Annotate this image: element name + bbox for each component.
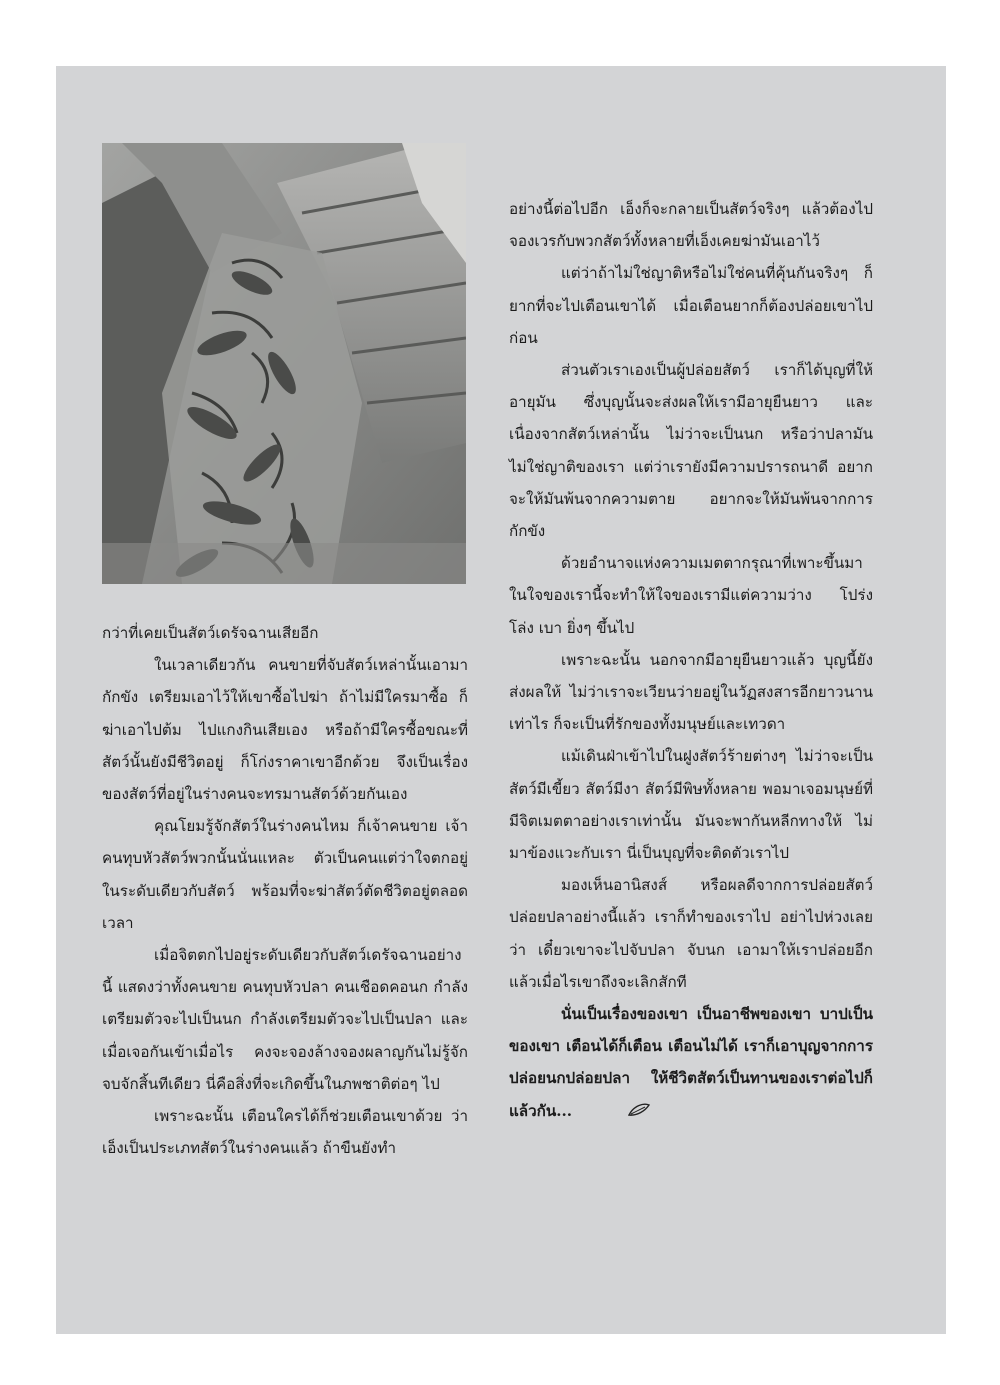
paragraph: ส่วนตัวเราเองเป็นผู้ปล่อยสัตว์ เราก็ได้บุญที่ให้อายุมัน ซึ่งบุญนั้นจะส่งผลให้เรามีอายุยืนยาว และเนื่องจากสัตว์เหล่านั้น ไม่ว่าจะเป็นนก หรือว่าปลามันไม่ใช่ญาติของเรา แต่ว่าเรายังมีความปรารถนาดี อยากจะให้มันพ้นจากความตาย อยากจะให้มันพ้นจากการกักขัง xyxy=(509,361,873,541)
paragraph: ในเวลาเดียวกัน คนขายที่จับสัตว์เหล่านั้นเอามากักขัง เตรียมเอาไว้ให้เขาซื้อไปฆ่า ถ้าไม่มีใครมาซื้อ ก็ฆ่าเอาไปต้ม ไปแกงกินเสียเอง หรือถ้ามีใครซื้อขณะที่สัตว์นั้นยังมีชีวิตอยู่ ก็โก่งราคาเขาอีกด้วย จึงเป็นเรื่องของสัตว์ที่อยู่ในร่างคนจะทรมานสัตว์ด้วยกันเอง xyxy=(102,656,468,804)
paragraph: กว่าที่เคยเป็นสัตว์เดรัจฉานเสียอีก xyxy=(102,624,319,642)
paragraph: มองเห็นอานิสงส์ หรือผลดีจากการปล่อยสัตว์ปล่อยปลาอย่างนี้แล้ว เราก็ทำของเราไป อย่าไปห่วงเลยว่า เดี๋ยวเขาจะไปจับปลา จับนก เอามาให้เราปล่อยอีก แล้วเมื่อไรเขาถึงจะเลิกสักที xyxy=(509,876,873,991)
closing-text: นั่นเป็นเรื่องของเขา เป็นอาชีพของเขา บาปเป็นของเขา เตือนได้ก็เตือน เตือนไม่ได้ เราก็เอาบุญจากการปล่อยนกปล่อยปลา ให้ชีวิตสัตว์เป็นทานของเราต่อไปก็แล้วกัน... xyxy=(509,1005,873,1120)
leaf-icon xyxy=(576,1096,650,1128)
paragraph: อย่างนี้ต่อไปอีก เอ็งก็จะกลายเป็นสัตว์จริงๆ แล้วต้องไปจองเวรกับพวกสัตว์ทั้งหลายที่เอ็งเคยฆ่ามันเอาไว้ xyxy=(509,200,873,251)
closing-paragraph xyxy=(509,998,873,1128)
paragraph: แม้เดินฝ่าเข้าไปในฝูงสัตว์ร้ายต่างๆ ไม่ว่าจะเป็นสัตว์มีเขี้ยว สัตว์มีงา สัตว์มีพิษทั้งหลาย พอมาเจอมนุษย์ที่มีจิตเมตตาอย่างเราเท่านั้น มันจะพากันหลีกทางให้ ไม่มาข้องแวะกับเรา นี่เป็นบุญที่จะติดตัวเราไป xyxy=(509,747,873,863)
paragraph: แต่ว่าถ้าไม่ใช่ญาติหรือไม่ใช่คนที่คุ้นกันจริงๆ ก็ยากที่จะไปเตือนเขาได้ เมื่อเตือนยากก็ต้องปล่อยเขาไปก่อน xyxy=(509,264,873,347)
paragraph: เพราะฉะนั้น นอกจากมีอายุยืนยาวแล้ว บุญนี้ยังส่งผลให้ ไม่ว่าเราจะเวียนว่ายอยู่ในวัฏสงสารอีกยาวนานเท่าไร ก็จะเป็นที่รักของทั้งมนุษย์และเทวดา xyxy=(509,650,873,734)
paragraph: ด้วยอำนาจแห่งความเมตตากรุณาที่เพาะขึ้นมาในใจของเรานี้จะทำให้ใจของเรามีแต่ความว่าง โปร่ง โล่ง เบา ยิ่งๆ ขึ้นไป xyxy=(509,554,873,637)
paragraph: เพราะฉะนั้น เตือนใครได้ก็ช่วยเตือนเขาด้วย ว่าเอ็งเป็นประเภทสัตว์ในร่างคนแล้ว ถ้าขืนยังทำ xyxy=(102,1107,468,1158)
paragraph: คุณโยมรู้จักสัตว์ในร่างคนไหม ก็เจ้าคนขาย เจ้าคนทุบหัวสัตว์พวกนั้นนั่นแหละ ตัวเป็นคนแต่ว่าใจตกอยู่ในระดับเดียวกับสัตว์ พร้อมที่จะฆ่าสัตว์ตัดชีวิตอยู่ตลอดเวลา xyxy=(102,817,468,932)
fish-release-photo-icon xyxy=(102,143,466,584)
fish-release-photo xyxy=(102,143,466,584)
paragraph: เมื่อจิตตกไปอยู่ระดับเดียวกับสัตว์เดรัจฉานอย่างนี้ แสดงว่าทั้งคนขาย คนทุบหัวปลา คนเชือดคอนก กำลังเตรียมตัวจะไปเป็นนก กำลังเตรียมตัวจะไปเป็นปลา และเมื่อเจอกันเข้าเมื่อไร คงจะจองล้างจองผลาญกันไม่รู้จักจบจักสิ้นทีเดียว นี่คือสิ่งที่จะเกิดขึ้นในภพชาติต่อๆ ไป xyxy=(102,946,468,1093)
left-column xyxy=(102,617,468,1164)
right-column xyxy=(509,193,873,1128)
